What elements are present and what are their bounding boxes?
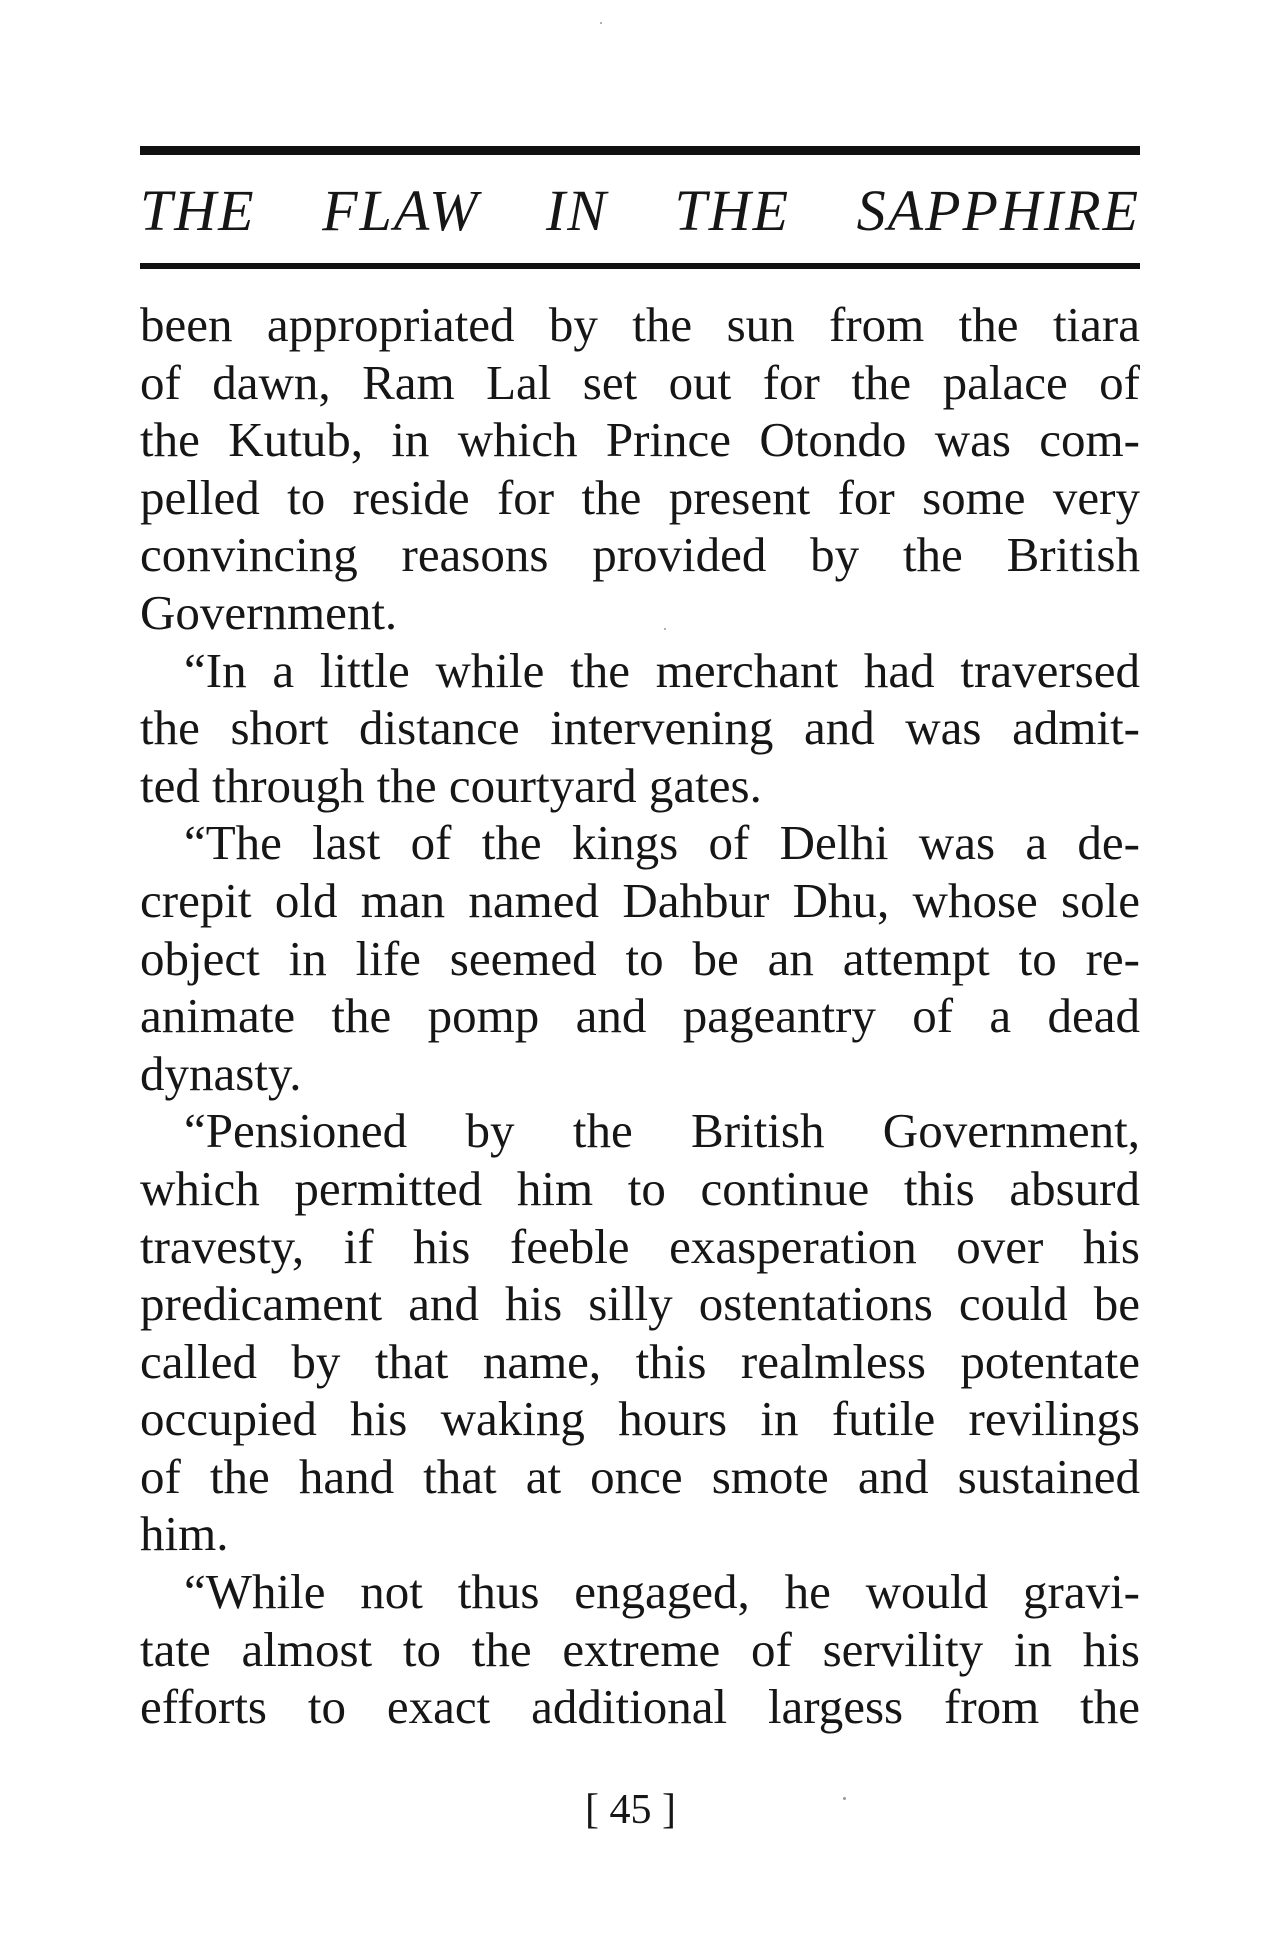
- paper-speck: [843, 1797, 846, 1800]
- text-line: the Kutub, in which Prince Otondo was com-: [140, 412, 1140, 468]
- text-line: which permitted him to continue this absurd: [140, 1160, 1140, 1216]
- text-line: “Pensioned by the British Government,: [184, 1103, 1140, 1159]
- text-line: ted through the courtyard gates.: [140, 757, 762, 813]
- paragraph: [140, 1102, 1140, 1563]
- running-head-title: THE FLAW IN THE SAPPHIRE: [140, 178, 1140, 243]
- paper-speck: [664, 628, 666, 630]
- text-line: of dawn, Ram Lal set out for the palace of: [140, 354, 1140, 410]
- text-line: convincing reasons provided by the British: [140, 527, 1140, 583]
- paragraph: [140, 642, 1140, 815]
- paragraph: [140, 1563, 1140, 1736]
- header-rule-top: [140, 146, 1140, 155]
- paragraph: [140, 296, 1140, 642]
- body-text: [140, 296, 1140, 1736]
- text-line: crepit old man named Dahbur Dhu, whose sole: [140, 872, 1140, 928]
- text-line: called by that name, this realmless potentate: [140, 1333, 1140, 1389]
- text-line: the short distance intervening and was admit-: [140, 700, 1140, 756]
- text-line: “While not thus engaged, he would gravi-: [184, 1564, 1140, 1620]
- text-line: “The last of the kings of Delhi was a de-: [184, 815, 1140, 871]
- text-line: him.: [140, 1506, 229, 1562]
- paper-speck: [600, 22, 602, 24]
- text-line: predicament and his silly ostentations could be: [140, 1276, 1140, 1332]
- paragraph: [140, 814, 1140, 1102]
- text-line: occupied his waking hours in futile revilings: [140, 1391, 1140, 1447]
- text-line: travesty, if his feeble exasperation over his: [140, 1218, 1140, 1274]
- page-number: [ 45 ]: [585, 1787, 676, 1833]
- text-line: dynasty.: [140, 1045, 302, 1101]
- text-line: animate the pomp and pageantry of a dead: [140, 988, 1140, 1044]
- text-line: object in life seemed to be an attempt to re-: [140, 930, 1140, 986]
- text-line: been appropriated by the sun from the tiara: [140, 297, 1140, 352]
- text-line: “In a little while the merchant had traversed: [184, 642, 1140, 698]
- text-line: of the hand that at once smote and sustained: [140, 1448, 1140, 1504]
- text-line: Government.: [140, 584, 398, 640]
- header-rule-bottom: [140, 263, 1140, 269]
- text-line: tate almost to the extreme of servility in his: [140, 1621, 1140, 1677]
- text-line: efforts to exact additional largess from the: [140, 1679, 1140, 1735]
- text-line: pelled to reside for the present for some very: [140, 469, 1140, 525]
